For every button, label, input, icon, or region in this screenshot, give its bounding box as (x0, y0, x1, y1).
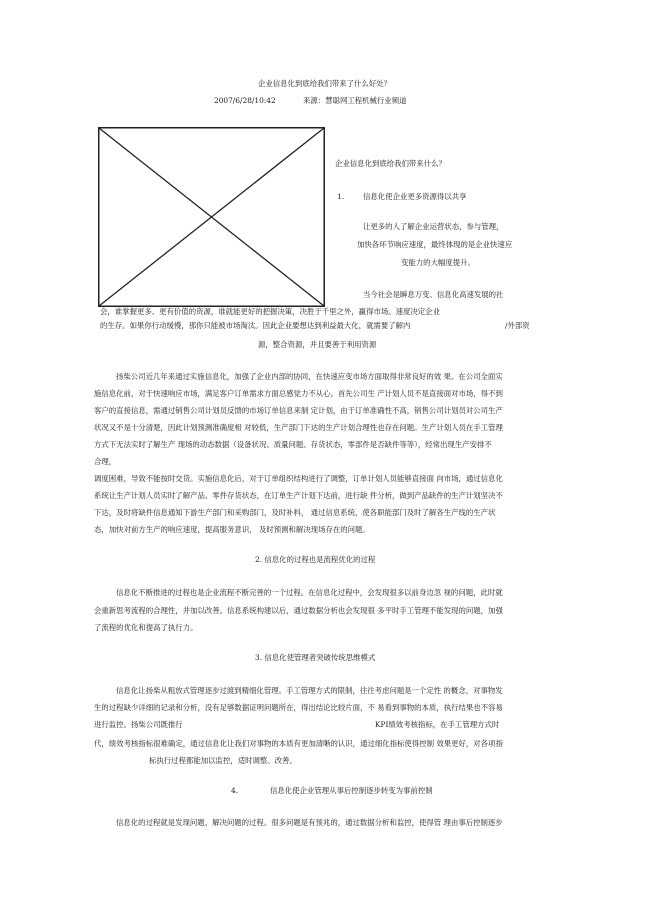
text-line: KPI绩效考核指标，在手工管理方式时 (375, 720, 500, 729)
text-line: 合理， (94, 457, 117, 466)
intro-line-f: 的生存。如果你行动缓慢，那你只能被市场淘汰。因此企业要想达到利益最大化，就需要了解内 (100, 321, 411, 330)
text-line: 信息化的过程就是发现问题、解决问题的过程。很多问题是有预兆的，通过数据分析和监控，使得管 理由事后控制逐步 (116, 818, 503, 827)
section3-heading: 3. 信息化使管理者突破传统思维模式 (255, 653, 376, 662)
article-source: 来源：慧聪网工程机械行业频道 (303, 96, 407, 105)
text-line: 调度困难，导致不能按时交货。实施信息化后，对于订单组织结构进行了调整，订单计划人员能够直接面 向市场，通过信息化 (94, 474, 503, 483)
intro-question: 企业信息化到底给我们带来什么？ (335, 159, 446, 168)
article-title: 企业信息化到底给我们带来了什么好处？ (257, 79, 392, 88)
text-line: 信息化让扬柴从粗放式管理逐步过渡到精细化管理。手工管理方式的限制，往往考虑问题是一个定性 的概念，对事物发 (116, 686, 503, 695)
text-line: 态，加快对前方生产的响应速度，提高服务意识， 及时预测和解决现场存在的问题。 (94, 525, 370, 534)
text-line: 代，绩效考核指标很难确定，通过信息化让我们对事物的本质有更加清晰的认识，通过细化指标使得控制 效果更好，对各项指 (94, 739, 503, 748)
intro-line-g: 源，整合资源，并且要善于利用资源 (258, 340, 377, 349)
text-line: 生的过程缺少详细的记录和分析，没有足够数据证明问题所在，得出结论比较片面，不 易看到事物的本质，执行结果也不容易 (94, 703, 503, 712)
intro-line-a: 让更多的人了解企业运营状态，参与管理， (363, 222, 504, 231)
point1-number: 1. (337, 192, 345, 201)
section2-heading: 2. 信息化的过程也是流程优化的过程 (255, 555, 376, 564)
intro-line-b: 加快各环节响应速度，最终体现的是企业快速应 (357, 240, 513, 249)
text-line: 施信息化前，对于快速响应市场，满足客户订单需求方面总感觉力不从心。首先公司生 产计划人员不是直接面对市场，得不到 (94, 389, 503, 398)
text-line: 会重新思考流程的合理性，并加以改善。信息系统构建以后，通过数据分析也会发现很 多平时手工管理不能发现的问题，加强 (94, 606, 503, 615)
intro-line-d: 当今社会是瞬息万变、信息化高速发展的社 (363, 290, 504, 299)
text-line: 状况又不是十分清楚，因此计划预测准确度相 对较低，生产部门下达的生产计划合理性也存在问题。生产计划人员在手工管理 (94, 423, 503, 432)
article-date: 2007/6/28/10:42 (214, 96, 276, 105)
section4-heading: 信息化使企业管理从事后控制逐步转变为事前控制 (270, 786, 433, 795)
intro-line-c: 变能力的大幅度提升。 (401, 258, 475, 267)
text-line: 客户的直接信息，需通过销售公司计划员反馈的市场订单信息来制 定计划，由于订单准确性不高，销售公司计划员对公司生产 (94, 406, 503, 415)
text-line: 系统让生产计划人员实时了解产品、零件存货状态，在订单生产计划下达前，进行缺 件分析，做到产品缺件的生产计划坚决不 (94, 491, 503, 500)
text-line: 方式下无法实时了解生产 现场的动态数据（设备状况、质量问题、存货状态，零部件是否缺件等等），经常出现生产安排不 (94, 440, 492, 449)
text-line: 下达，及时将缺件信息通知下游生产部门和采购部门，及时补料， 通过信息系统，使各职能部门及时了解各生产线的生产状 (94, 508, 496, 517)
text-line: 了流程的优化和提高了执行力。 (94, 623, 198, 632)
intro-line-e: 会，谁掌握更多、更有价值的资源，谁就能更好的把握决策，决胜于千里之外，赢得市场。速度决定企业 (100, 307, 440, 316)
text-line: 信息化不断推进的过程也是企业流程不断完善的一个过程。在信息化过程中，会发现很多以前身边忽 视的问题，此时就 (116, 588, 503, 597)
text-line: 标执行过程都能加以监控，适时调整、改善。 (149, 756, 297, 765)
text-line: 扬柴公司近几年来通过实施信息化，加强了企业内部的协同，在快速应变市场方面取得非常良好的效 果。在公司全面实 (116, 372, 503, 381)
section4-heading-number: 4. (231, 786, 239, 795)
point1-title: 信息化使企业更多资源得以共享 (363, 192, 467, 201)
text-line: 进行监控。扬柴公司既推行 (94, 720, 183, 729)
intro-line-f-tail: /外部资 (505, 321, 530, 330)
image-placeholder-icon (98, 127, 325, 307)
